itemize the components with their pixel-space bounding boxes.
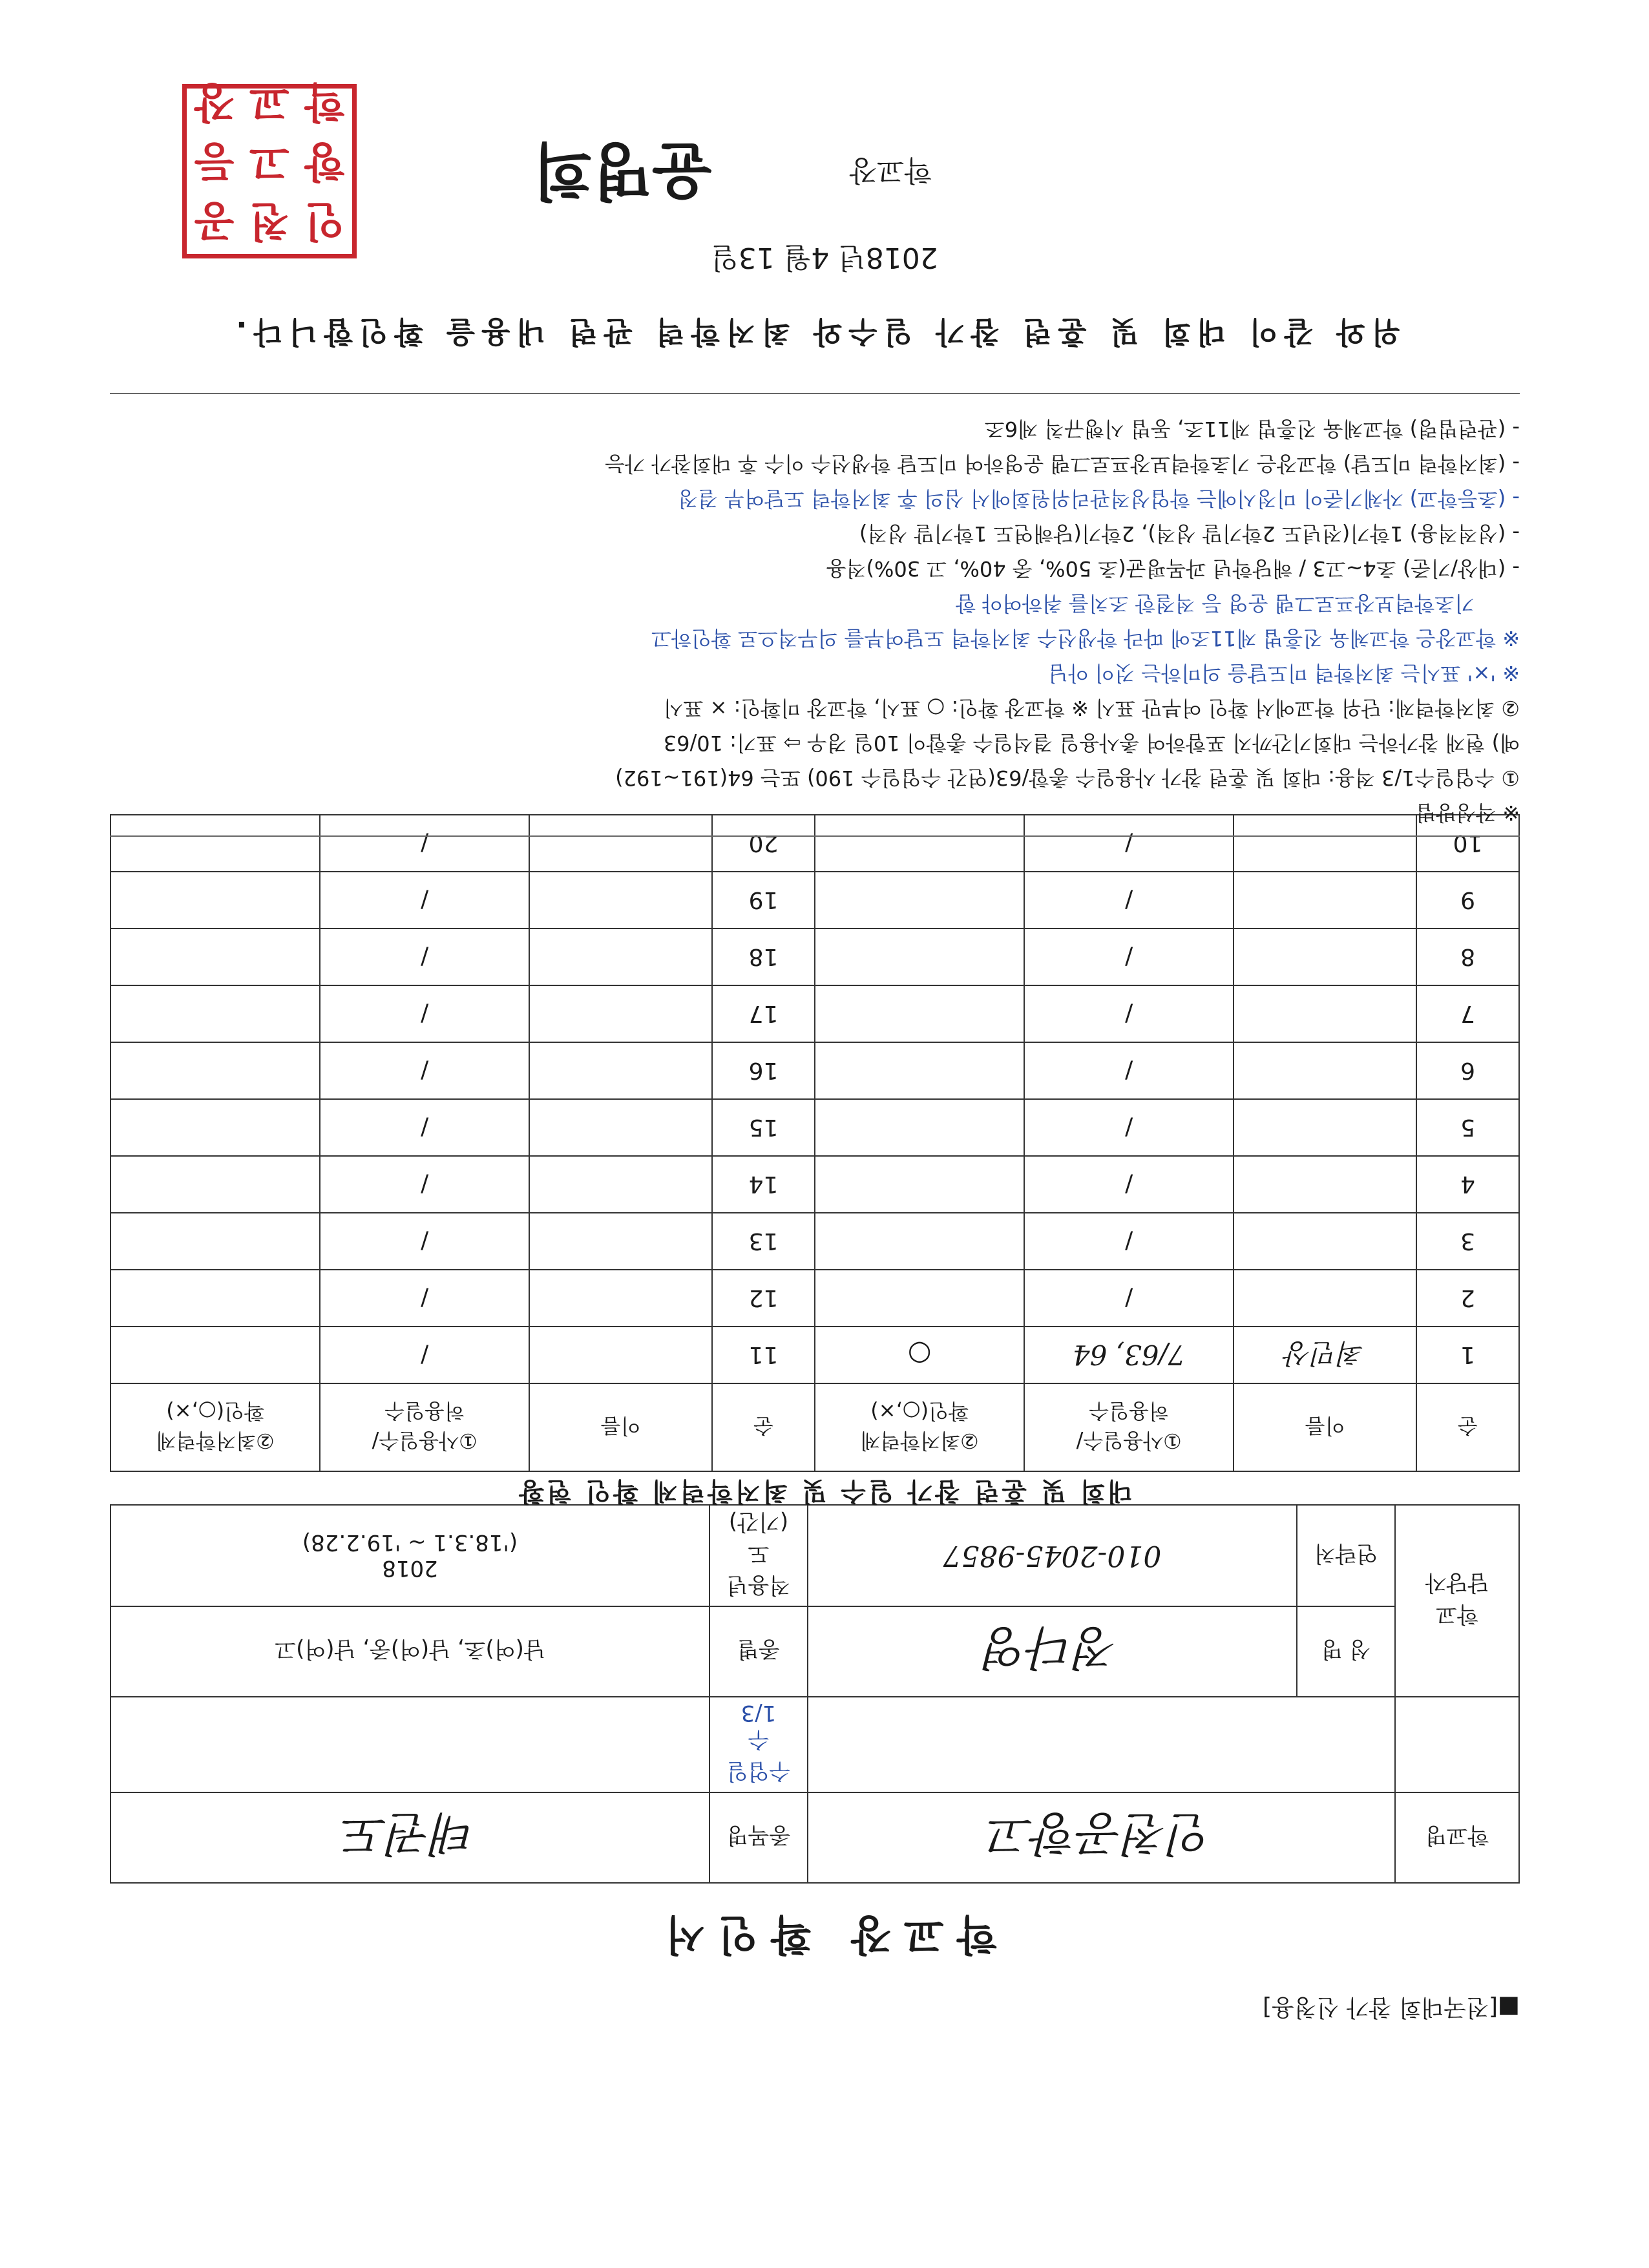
table-cell: 14 [712, 1156, 815, 1213]
stamp-glyph: 공 [194, 196, 235, 244]
form-tag: ■[전국대회 참가 신청용] [1263, 1994, 1520, 2021]
stamp-glyph: 학 [304, 78, 345, 125]
table-row [110, 1270, 1519, 1327]
table-cell: 8 [1416, 929, 1519, 985]
school-info-table [110, 1504, 1520, 1884]
note-line: 예) 현재 참가하는 대회기간까지 포함하여 총사용일 결석일수 총합이 10일 경우 ⇨ 표기: 10/63 [663, 731, 1520, 755]
table-cell [110, 985, 320, 1042]
table-row [110, 985, 1519, 1042]
divider-bottom [110, 393, 1520, 394]
table-cell: 18 [712, 929, 815, 985]
column-header: 순 [712, 1383, 815, 1471]
table-cell [1234, 929, 1416, 985]
table-cell [1234, 1042, 1416, 1099]
note-line: ※ 학교장은 학교체육 진흥법 제11조에 따라 학생선수 최저학력 도달여부를 의무적으로 확인하고 [651, 626, 1520, 651]
table-cell: 9 [1416, 872, 1519, 929]
table-cell: / [1024, 1213, 1234, 1270]
table-cell: / [1024, 872, 1234, 929]
table-cell [1234, 1213, 1416, 1270]
table-cell [529, 929, 712, 985]
notes-heading: ※ 작성방법 [1416, 801, 1520, 825]
confirmation-text: 위와 같이 대회 및 훈련 참가 일수와 최저학력 관련 내용을 확인합니다. [229, 315, 1400, 350]
issue-date: 2018년 4월 13일 [711, 241, 938, 274]
table-cell [110, 1099, 320, 1156]
column-header: ①사용일수/ 허용일수 [1024, 1383, 1234, 1471]
ratio-value: 1/3 [740, 1700, 777, 1726]
table-cell: / [320, 872, 529, 929]
year-label: 적용년도 (기간) [709, 1505, 808, 1606]
table-cell [110, 1213, 320, 1270]
column-header: ②최저학력제 확인(○,×) [110, 1383, 320, 1471]
table-cell [529, 872, 712, 929]
note-line: ① 수업일수1/3 적용: 대회 및 훈련 참가 사용일수 총합/63(연간 수업일수 190) 또는 64(191~192) [615, 766, 1520, 790]
year-value: 2018 [382, 1555, 438, 1582]
table-row [110, 929, 1519, 985]
contact-value: 010-2045-9857 [808, 1505, 1297, 1606]
period-value: ('18.3.1 ~ '19.2.28) [302, 1529, 518, 1556]
school-name: 인천공항고 [808, 1792, 1395, 1883]
table-header-row [110, 1383, 1519, 1471]
table-cell: 2 [1416, 1270, 1519, 1327]
table-cell: / [320, 1270, 529, 1327]
table-cell [529, 1213, 712, 1270]
table-cell: / [1024, 985, 1234, 1042]
table-row [110, 1327, 1519, 1383]
table-cell: / [320, 1042, 529, 1099]
table-cell [529, 1042, 712, 1099]
stamp-glyph: 인 [304, 196, 345, 244]
principal-signature: 윤명희 [532, 134, 712, 207]
table-cell: 4 [1416, 1156, 1519, 1213]
table-cell [815, 929, 1024, 985]
table-row [110, 1156, 1519, 1213]
ratio-cell [709, 1697, 808, 1792]
note-line: - (초등학교) 자체기준이 미정시에는 학업성적관리위원회에서 심의 후 최저학력 도달여부 결정 [678, 487, 1520, 511]
table-cell [110, 872, 320, 929]
stamp-glyph: 고 [249, 137, 289, 185]
event-name: 태권도 [110, 1792, 709, 1883]
table-row [110, 1042, 1519, 1099]
table-cell: / [320, 1327, 529, 1383]
note-line: - (관련법령) 학교체육 진흥법 제11조, 동법 시행규칙 제6조 [984, 417, 1520, 441]
note-line: - (대상/기준) 초4~고3 / 해당학년 과목평균(초 50%, 중 40%, 고 30%)적용 [826, 556, 1520, 581]
divider-top [110, 835, 1520, 837]
table-cell: 12 [712, 1270, 815, 1327]
table-row [110, 1099, 1519, 1156]
table-cell [1234, 872, 1416, 929]
table-cell: / [320, 929, 529, 985]
table-cell: / [1024, 1156, 1234, 1213]
table-cell: / [1024, 815, 1234, 872]
table-cell: / [1024, 929, 1234, 985]
note-line: - (최저학력 미도달) 학교장은 기초학력보장프로그램 운영하여 미도달 학생선수 이수 후 대회참가 가능 [605, 452, 1520, 476]
table-cell [815, 1270, 1024, 1327]
table-cell [1234, 1156, 1416, 1213]
name-label: 성 명 [1297, 1606, 1395, 1697]
table-cell [815, 985, 1024, 1042]
table-cell: / [320, 1156, 529, 1213]
table-cell [110, 1270, 320, 1327]
table-cell [110, 1327, 320, 1383]
table-cell: 16 [712, 1042, 815, 1099]
table-row [110, 872, 1519, 929]
table-cell [529, 1099, 712, 1156]
note-line: - (성적적용) 1학기(전년도 2학기말 성적), 2학기(당해연도 1학기말 성적) [859, 521, 1520, 546]
stamp-glyph: 항 [304, 137, 345, 185]
ratio-label: 수업일수 [726, 1727, 791, 1784]
table-cell: / [320, 815, 529, 872]
column-header: 이름 [529, 1383, 712, 1471]
table-cell: 11 [712, 1327, 815, 1383]
year-cell [110, 1505, 709, 1606]
table-cell: 19 [712, 872, 815, 929]
table-row [110, 1213, 1519, 1270]
table-cell: 1 [1416, 1327, 1519, 1383]
event-label: 종목명 [709, 1792, 808, 1883]
table-cell [110, 1156, 320, 1213]
column-header: ①사용일수/ 허용일수 [320, 1383, 529, 1471]
table-cell [1234, 985, 1416, 1042]
table-cell [110, 1042, 320, 1099]
table-cell: 7 [1416, 985, 1519, 1042]
table-cell: 7/63, 64 [1024, 1327, 1234, 1383]
table-cell: 17 [712, 985, 815, 1042]
official-seal-stamp [182, 78, 357, 258]
table-cell [815, 1099, 1024, 1156]
table-cell [815, 1213, 1024, 1270]
table-cell: 15 [712, 1099, 815, 1156]
table-cell [529, 1156, 712, 1213]
ratio-label-cell [1395, 1697, 1519, 1792]
table-cell [1234, 1099, 1416, 1156]
stamp-glyph: 장 [194, 78, 235, 125]
table-cell [1234, 1270, 1416, 1327]
table-cell: 6 [1416, 1042, 1519, 1099]
column-header: ②최저학력제 확인(○,×) [815, 1383, 1024, 1471]
table-cell: 20 [712, 815, 815, 872]
manager-label: 학교 담당자 [1395, 1505, 1519, 1697]
note-line: ② 최저학력제: 단위 학교에서 확인 여부만 표시 ※ 학교장 확인: ○ 표시, 학교장 미확인: × 표시 [663, 696, 1520, 720]
table-cell: 최민상 [1234, 1327, 1416, 1383]
table-subtitle: 대회 및 훈련 참가 일수 및 최저학력제 확인 현황 [516, 1476, 1133, 1506]
table-cell: / [320, 1099, 529, 1156]
stamp-glyph: 천 [249, 196, 289, 244]
table-cell: 5 [1416, 1099, 1519, 1156]
note-line: 기초학력보장프로그램 운영 등 적절한 조치를 취하여야 함 [956, 591, 1475, 616]
table-cell: 3 [1416, 1213, 1519, 1270]
table-cell [815, 872, 1024, 929]
stamp-glyph: 등 [194, 137, 235, 185]
manager-name: 정다영 [808, 1606, 1297, 1697]
table-cell [110, 929, 320, 985]
table-cell: ○ [815, 1327, 1024, 1383]
table-cell [815, 1042, 1024, 1099]
notes-block [110, 412, 1520, 830]
table-cell: / [1024, 1270, 1234, 1327]
table-cell: 13 [712, 1213, 815, 1270]
category-value: 남(여)초, 남(여)중, 남(여)고 [110, 1606, 709, 1697]
players-table [110, 814, 1520, 1472]
table-cell: / [320, 985, 529, 1042]
column-header: 순 [1416, 1383, 1519, 1471]
category-label: 종별 [709, 1606, 808, 1697]
school-label: 학교명 [1395, 1792, 1519, 1883]
table-cell: / [320, 1213, 529, 1270]
table-cell [529, 985, 712, 1042]
contact-label: 연락처 [1297, 1505, 1395, 1606]
table-cell: / [1024, 1042, 1234, 1099]
table-cell [815, 1156, 1024, 1213]
table-cell [529, 1270, 712, 1327]
table-cell: 10 [1416, 815, 1519, 872]
column-header: 이름 [1234, 1383, 1416, 1471]
stamp-glyph: 교 [249, 78, 289, 125]
table-cell [529, 1327, 712, 1383]
principal-label: 학교장 [849, 154, 932, 187]
page-title: 학교장 확인서 [652, 1910, 997, 1958]
note-line: ※ '×' 표시는 최저학력 미도달을 의미하는 것이 아님 [1048, 661, 1520, 686]
table-cell: / [1024, 1099, 1234, 1156]
